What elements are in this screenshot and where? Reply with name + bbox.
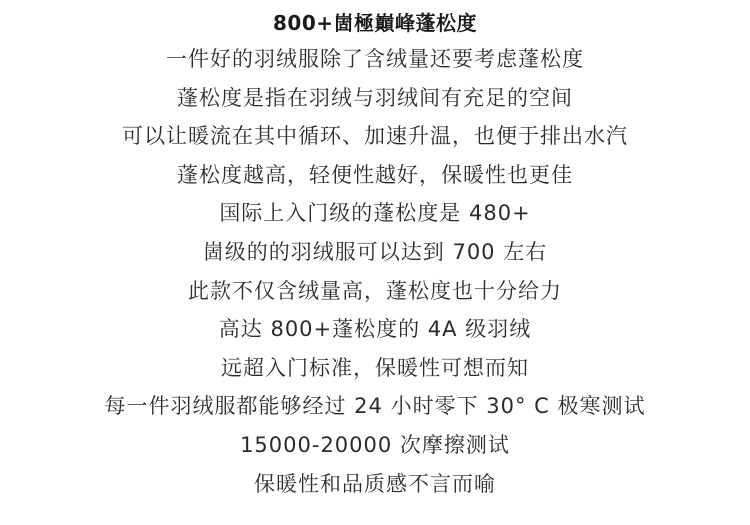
text-line-4: 蓬松度越高，轻便性越好，保暖性也更佳 [177,162,573,187]
text-line-3: 可以让暖流在其中循环、加速升温，也便于排出水汽 [122,124,628,149]
text-line-9: 远超入门标准，保暖性可想而知 [221,355,529,380]
text-line-11: 15000-20000 次摩擦测试 [240,432,510,457]
text-line-5: 国际上入门级的蓬松度是 480+ [219,201,531,226]
text-line-6: 崮级的的羽绒服可以达到 700 左右 [202,239,548,264]
text-line-10: 每一件羽绒服都能够经过 24 小时零下 30° C 极寒测试 [104,394,646,419]
section-title: 800+崮極巔峰蓬松度 [272,11,477,35]
text-line-8: 高达 800+蓬松度的 4A 级羽绒 [218,317,532,342]
text-line-7: 此款不仅含绒量高，蓬松度也十分给力 [188,278,562,303]
text-line-2: 蓬松度是指在羽绒与羽绒间有充足的空间 [177,85,573,110]
text-line-12: 保暖性和品质感不言而喻 [254,471,496,496]
text-line-1: 一件好的羽绒服除了含绒量还要考虑蓬松度 [166,47,584,71]
